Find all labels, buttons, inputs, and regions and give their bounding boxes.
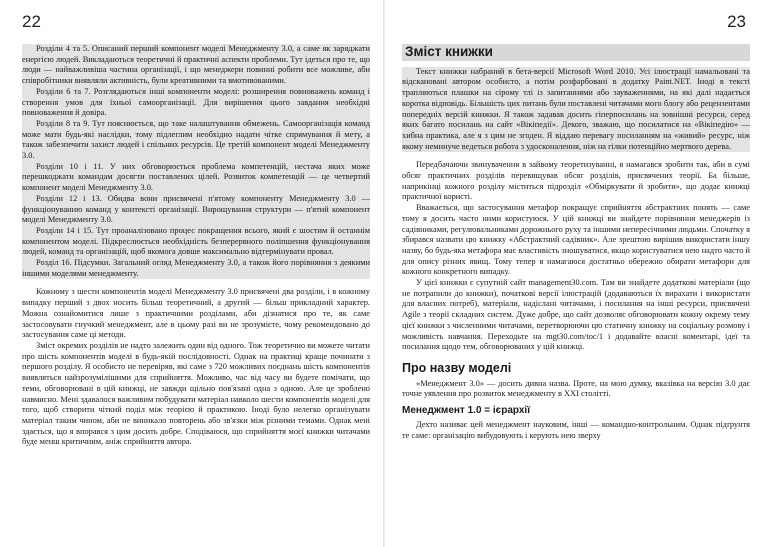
shaded-paragraph: Розділ 16. Підсумки. Загальний огляд Менеджменту 3.0, а також його порівняння з деякими іншими моделями менеджменту. xyxy=(22,258,370,278)
left-text-column xyxy=(22,44,370,448)
paragraph: Передбачаючи звинувачення в зайвому теоретизуванні, я намагався зробити так, аби в сумі обсяг практичних розділів перевищував обсяг розділів, присвячених теорії. Ба більше, наприкінці кожного розділу міститься підрозділ «Обміркувати й зробити», що додає книжці практичної користі. xyxy=(402,160,750,202)
shaded-paragraph: Розділи 8 та 9. Тут пояснюється, що таке налаштування обмежень. Самоорганізація команд може мати будь-які наслідки, тому підлеглим необхідно надати чітке спрямування й мету, а також забезпечити захист людей і спільних ресурсів. Це третій компонент моделі Менеджменту 3.0. xyxy=(22,118,370,161)
shaded-paragraph: Розділи 6 та 7. Розглядаються інші компоненти моделі: розширення повноважень команд і створення умов для їхньої самоорганізації. Для вирішення цього завдання необхідні повноваження й довіра. xyxy=(22,86,370,118)
paragraph: «Менеджмент 3.0» — досить дивна назва. Проте, на мою думку, вказівка на версію 3.0 дає точне уявлення про розвиток менеджменту в XXI столітті. xyxy=(402,378,750,399)
right-page xyxy=(384,0,768,547)
paragraph: Зміст окремих розділів не надто залежить один від одного. Тож теоретично ви можете читати про шість компонентів моделі в будь-якій послідовності. Однак на практиці краще починати з першого розділу. Я особисто не перевіряв, які саме з 720 можливих поєднань шість компонентів виявляться найзрозумілішими для сприйняття. Можливо, час від часу ви будете помічати, що теми, обговорювані в цій книжці, не завжди щільно пов'язані одна з одною. Але це зроблено навмисно. Мені здавалося важливим побудувати матеріал навколо шести компонентів моделі для того, щоб створити чіткий поділ між теорією й практикою. Іноді було нелегко організувати матеріал таким чином, аби не виникало повторень або зв'язки між різними темами. Однак мені здається, що я впорався з цим досить добре. Сподіваюся, що сприйняття моєї книжки читачами буде менш критичним, аніж сприйняття автора. xyxy=(22,340,370,447)
subsubsection-heading: Менеджмент 1.0 = ієрархії xyxy=(402,405,531,417)
paragraph: У цієї книжки є супутній сайт management30.com. Там ви знайдете додаткові матеріали (що не потрапили до книжки), початкові версії ілюстрацій (додаваються їх вирахати і використати для власних потреб), матеріали, надіслані читачами, і посилання на інші ресурси, присвячені Agile з теорії складних систем. Дуже добре, що сайт дозволяє обговорювати кожну окрему тему цієї книжки з численними читачами, перетворюючи цю статичну книжку на соціальну розмову і можливість навчання. Переходьте на mgt30.com/toc/1 і додавайте власні коментарі, ідеї та посилання щодо тем, обговорюваних у цій книжці. xyxy=(402,278,750,352)
page-number: 22 xyxy=(22,12,41,31)
subsection-heading: Про назву моделі xyxy=(402,360,512,375)
paragraph: Дехто називає цей менеджмент науковим, інші — командно-контрольним. Однак підґрунтя те саме: організацію вибудовують і керують нею зверху xyxy=(402,419,750,440)
page-number: 23 xyxy=(727,12,746,31)
shaded-paragraph: Розділи 12 і 13. Обидва вони присвячені п'ятому компоненту Менеджменту 3.0 — функціонуванню команд у контексті організації. Вирощування структури — п'ятий компонент моделі Менеджменту 3.0. xyxy=(22,193,370,225)
shaded-paragraph: Розділи 4 та 5. Описаний перший компонент моделі Менеджменту 3.0, а саме як заряджати енергією людей. Викладаються теоретичні й практичні аспекти проблеми. Тут ідеться про те, що люди — найважливіша частина організації, і що менеджери повинні робити все можливе, аби співробітники виявляли активність, були креативними та вмотивованими. xyxy=(22,44,370,86)
paragraph: Кожному з шести компонентів моделі Менеджменту 3.0 присвячені два розділи, і в кожному випадку перший з двох носить більш теоретичний, а другий — більш прикладний характер. Можна ознайомитися лише з практичними розділами, аби дізнатися про те, як саме застосовувати гнучкий менеджмент, але в цьому разі ви не зрозумієте, чому рекомендовано до застосування саме ці методи. xyxy=(22,287,370,340)
shaded-paragraph: Розділи 10 і 11. У них обговорюється проблема компетенцій, нестача яких може перешкоджати командам досягти поставлених цілей. Розвиток компетенцій — це четвертий компонент моделі Менеджменту 3.0. xyxy=(22,161,370,193)
paragraph: Вважається, що застосування метафор покращує сприйняття абстрактних понять — саме тому я досить часто ними користуюся. У цій книжці ви знайдете порівняння менеджерів із садівниками, регулювальниками дорожнього руху та іншими непересічними людьми. Спочатку я збирався назвати цю книжку «Абстрактний садівник». Але зрештою вирішив використати іншу назву, бо будь-яка метафора має властивість зношуватися, якщо користуватися нею надто часто й для опису різних явищ. Тому тепер я намагаюся достатньо обережно обирати метафори для кожного конкретного випадку. xyxy=(402,203,750,277)
section-heading: Зміст книжки xyxy=(402,44,750,61)
right-text-column xyxy=(402,44,750,441)
shaded-paragraph: Розділи 14 і 15. Тут проаналізовано процес покращення всього, який є шостим й останнім компонентом моделі. Підкреслюється необхідність безперервного поліпшення функціонування людей, команд та організацій, щоб якомога довше максимально відтермінувати провал. xyxy=(22,225,370,257)
shaded-paragraph: Текст книжки набраний в бета-версії Microsoft Word 2010. Усі ілюстрації намальовані та відскановані автором особисто, а потім розфарбовані в додатку Paint.NET. Іноді в тексті трапляються плашки на сірому тлі із запитаннями або зауваженнями, на які далі надається коротка відповідь. Більшість цих питань були поставлені читачами мого блогу або рецензентами попередніх версій книжки. Я також задавав досить гіперпосилань на зовнішні ресурси, серед яких багато посилань на сайт «Вікіпедії». Декого, зважаю, що посилатися на «Вікіпедію» — хибна практика, але я з цим не згоден. Я віддаю перевагу посиланням на «живий» ресурс, ніж якому неминуче ведеться робота з удосконалення, ніж на гілки потенційно мертвого дерева. xyxy=(402,66,750,151)
right-paragraphs xyxy=(402,67,750,353)
